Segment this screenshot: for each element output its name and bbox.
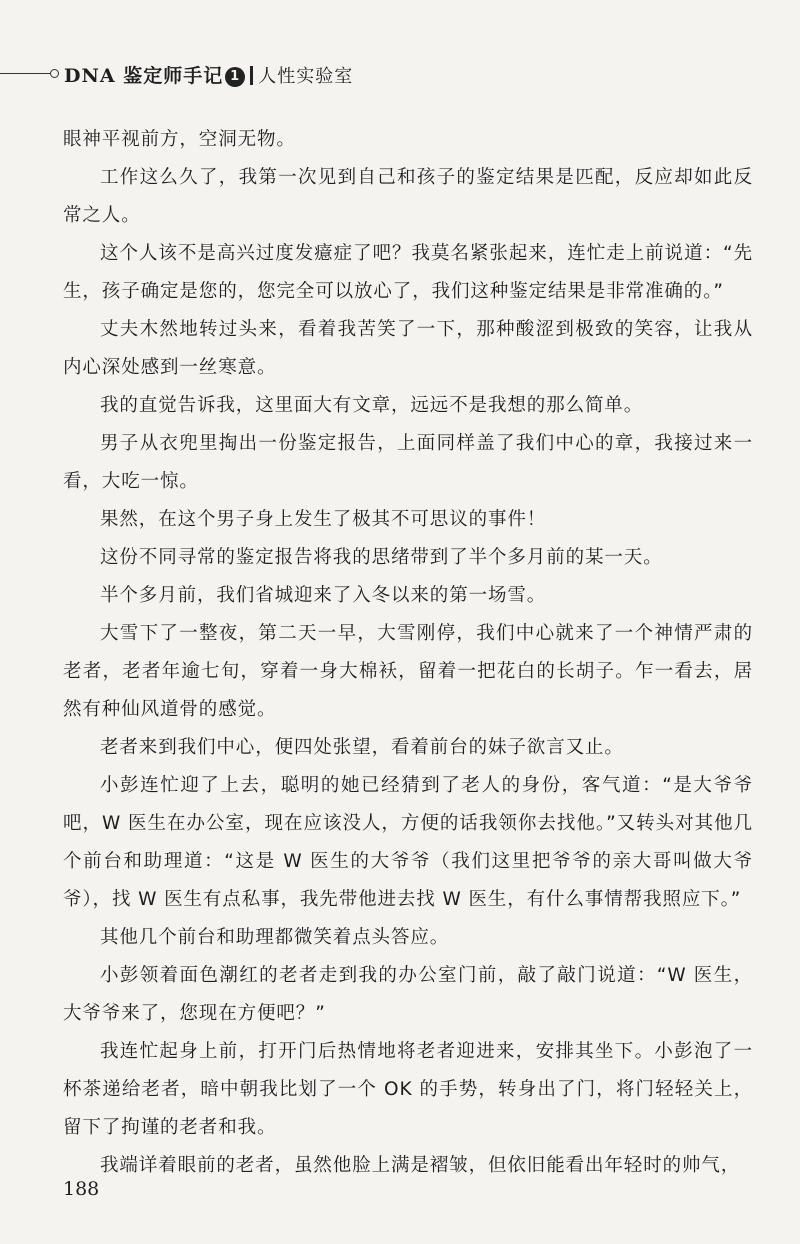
paragraph: 其他几个前台和助理都微笑着点头答应。 [100, 927, 450, 948]
paragraph: 半个多月前，我们省城迎来了入冬以来的第一场雪。 [100, 585, 547, 606]
paragraph: 我连忙起身上前，打开门后热情地将老者迎进来，安排其坐下。小彭泡了一杯茶递给老者，暗中朝我比划了一个 OK 的手势，转身出了门，将门轻轻关上，留下了拘谨的老者和我。 [63, 1041, 753, 1138]
header-circle-ornament [50, 69, 59, 78]
paragraph: 丈夫木然地转过头来，看着我苦笑了一下，那种酸涩到极致的笑容，让我从内心深处感到一丝寒意。 [63, 319, 753, 378]
header-rule [0, 73, 50, 74]
paragraph: 小彭连忙迎了上去，聪明的她已经猜到了老人的身份，客气道：“是大爷爷吧，W 医生在办公室，现在应该没人，方便的话我领你去找他。”又转头对其他几个前台和助理道：“这是 W 医生的大爷爷（我们这里把爷爷的亲大哥叫做大爷爷），找 W 医生有点私事，我先带他进去找 W 医生，有什么事情帮我照应下。” [63, 775, 753, 910]
paragraph: 眼神平视前方，空洞无物。 [63, 129, 296, 150]
book-title: DNA 鉴定师手记 [64, 65, 224, 87]
paragraph: 果然，在这个男子身上发生了极其不可思议的事件！ [100, 509, 547, 530]
page-body-text [63, 121, 753, 1185]
header-separator [250, 66, 253, 85]
paragraph: 男子从衣兜里掏出一份鉴定报告，上面同样盖了我们中心的章，我接过来一看，大吃一惊。 [63, 433, 753, 492]
paragraph: 我端详着眼前的老者，虽然他脸上满是褶皱，但依旧能看出年轻时的帅气， [100, 1155, 741, 1176]
header-title-group [64, 61, 353, 88]
paragraph: 我的直觉告诉我，这里面大有文章，远远不是我想的那么简单。 [100, 395, 644, 416]
page-number: 188 [63, 1178, 100, 1200]
running-header [0, 56, 800, 92]
paragraph: 老者来到我们中心，便四处张望，看着前台的妹子欲言又止。 [100, 737, 624, 758]
volume-number-badge: 1 [225, 67, 245, 87]
paragraph: 大雪下了一整夜，第二天一早，大雪刚停，我们中心就来了一个神情严肃的老者，老者年逾七旬，穿着一身大棉袄，留着一把花白的长胡子。乍一看去，居然有种仙风道骨的感觉。 [63, 623, 753, 720]
paragraph: 这个人该不是高兴过度发癔症了吧？我莫名紧张起来，连忙走上前说道：“先生，孩子确定是您的，您完全可以放心了，我们这种鉴定结果是非常准确的。” [63, 243, 753, 302]
paragraph: 小彭领着面色潮红的老者走到我的办公室门前，敲了敲门说道：“W 医生，大爷爷来了，您现在方便吧？” [63, 965, 753, 1024]
paragraph: 这份不同寻常的鉴定报告将我的思绪带到了半个多月前的某一天。 [100, 547, 663, 568]
paragraph: 工作这么久了，我第一次见到自己和孩子的鉴定结果是匹配，反应却如此反常之人。 [63, 167, 753, 226]
book-subtitle: 人性实验室 [258, 66, 354, 87]
